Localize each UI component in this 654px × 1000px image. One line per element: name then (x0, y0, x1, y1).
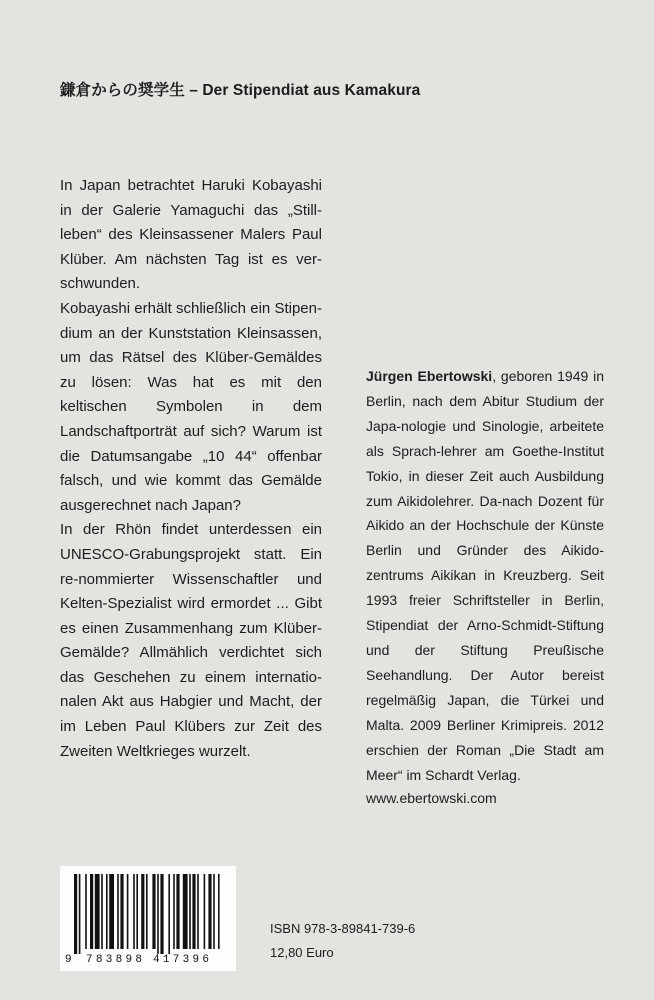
barcode-bar (141, 874, 144, 949)
author-bio-text: , geboren 1949 in Berlin, nach dem Abitur Studium der Japa-nologie und Sinologie, arbeitete als Sprach-lehrer am Goethe-Institut Tokio, in dieser Zeit auch Ausbildung zum Aikidolehrer. Da-nach Dozent für Aikido an der Hochschule der Künste Berlin und Gründer des Aikido-zentrums Aikikan in Kreuzberg. Seit 1993 freier Schriftsteller in Berlin, Stipendiat der Arno-Schmidt-Stiftung und der Stiftung Preußische Seehandlung. Der Autor bereist regelmäßig Japan, die Türkei und Malta. 2009 Berliner Krimipreis. 2012 erschien der Roman „Die Stadt am Meer“ im Schardt Verlag. (366, 368, 604, 783)
barcode-bar (189, 874, 191, 949)
barcode-bar (192, 874, 195, 949)
author-name: Jürgen Ebertowski (366, 368, 493, 384)
blurb-paragraph: Kobayashi erhält schließlich ein Stipen-dium an der Kunststation Kleinsassen, um das Rätsel des Klüber-Gemäldes zu lösen: Was hat es mit den keltischen Symbolen in dem Landschaftporträt auf sich? Warum ist die Datumsangabe „10 44“ offenbar falsch, und wie kommt das Gemälde ausgerechnet nach Japan? (60, 299, 322, 514)
barcode-bar (95, 874, 100, 949)
barcode-bar (152, 874, 155, 949)
barcode-bar (85, 874, 87, 949)
barcode-bar (136, 874, 138, 949)
barcode-bar (109, 874, 114, 949)
barcode-bar (127, 874, 129, 949)
barcode-right-digits: 417396 (153, 954, 209, 966)
barcode-bar (106, 874, 108, 949)
barcode-bar (213, 874, 215, 949)
barcode-bar (218, 874, 220, 949)
isbn-number: ISBN 978-3-89841-739-6 (270, 921, 416, 936)
barcode-bar (168, 874, 170, 954)
barcode-bar (117, 874, 119, 949)
barcode-bar (176, 874, 179, 949)
barcode-bar (160, 874, 163, 954)
barcode-bar (133, 874, 135, 949)
barcode-bar (79, 874, 81, 954)
book-blurb (60, 174, 322, 764)
blurb-paragraph: In der Rhön findet unterdessen ein UNESCO-Grabungsprojekt statt. Ein re-nommierter Wissenschaftler und Kelten-Spezialist wird ermordet ... Gibt es einen Zusammenhang zum Klüber-Gemälde? Allmählich verdichtet sich das Geschehen zu einem internatio-nalen Akt aus Habgier und Macht, der im Leben Paul Klübers zur Zeit des Zweiten Weltkrieges wurzelt. (60, 521, 322, 760)
barcode-lead-digit: 9 (65, 954, 72, 966)
isbn-barcode (60, 866, 236, 971)
barcode-bar (146, 874, 148, 949)
barcode-bar (208, 874, 211, 949)
author-website: www.ebertowski.com (366, 790, 497, 806)
barcode-left-digits: 783898 (86, 954, 142, 966)
barcode-bar (74, 874, 77, 954)
blurb-paragraph: In Japan betrachtet Haruki Kobayashi in der Galerie Yamaguchi das „Still-leben“ des Kleinsassener Malers Paul Klüber. Am nächsten Tag ist es ver-schwunden. (60, 177, 322, 293)
barcode-bar (90, 874, 93, 949)
author-bio (366, 364, 604, 787)
book-title: 鎌倉からの奨学生 – Der Stipendiat aus Kamakura (60, 82, 421, 99)
barcode-bar (204, 874, 206, 949)
barcode-bar (183, 874, 188, 949)
barcode-bar (101, 874, 103, 949)
barcode-bar (173, 874, 175, 949)
book-price: 12,80 Euro (270, 945, 334, 960)
barcode-bar (157, 874, 159, 954)
barcode-bar (197, 874, 199, 949)
barcode-bar (120, 874, 123, 949)
